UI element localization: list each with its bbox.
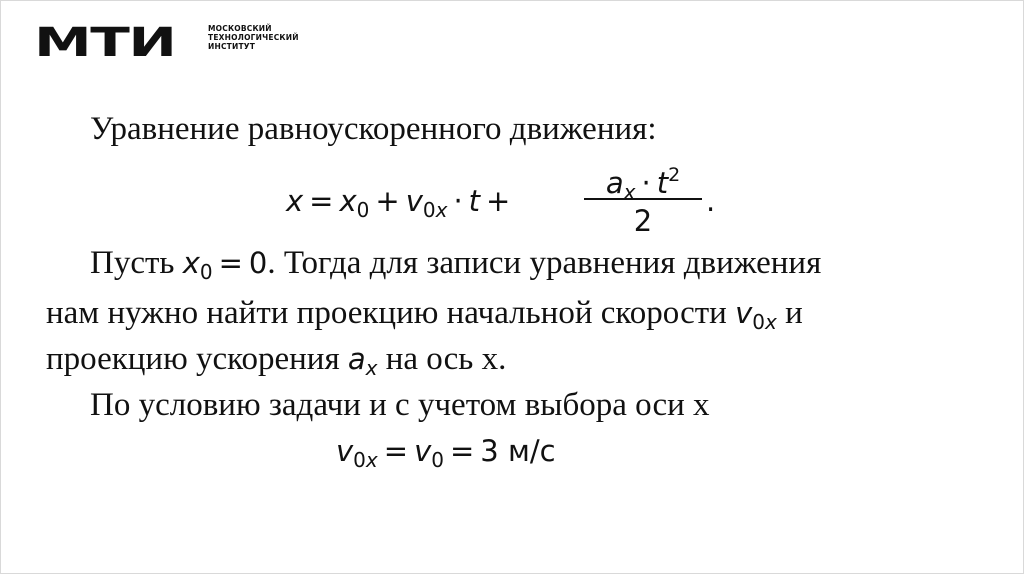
fraction	[584, 156, 702, 238]
line-accel: проекцию ускорения ax на ось x.	[46, 341, 507, 380]
logo-mark: МТИ	[34, 20, 176, 66]
logo-line-2: ТЕХНОЛОГИЧЕСКИЙ	[208, 33, 299, 42]
fraction-numerator: ax · $t^2$	[605, 164, 681, 204]
equation-velocity: $v_0x = v_0 = 3$ м/с	[336, 434, 556, 472]
equation-heading: Уравнение равноускоренного движения:	[90, 111, 657, 147]
var-x: x	[286, 184, 304, 218]
equation-period: .	[706, 184, 716, 218]
logo-line-3: ИНСТИТУТ	[208, 42, 256, 51]
line-condition: По условию задачи и с учетом выбора оси x	[90, 387, 710, 423]
logo-text	[208, 24, 348, 51]
equation-motion: $x = x_0 + v_0x \cdot t$ +	[286, 184, 511, 222]
logo-line-1: МОСКОВСКИЙ	[208, 24, 272, 33]
line-need: нам нужно найти проекцию начальной скорости $v_0x$ и	[46, 295, 803, 334]
fraction-denominator: 2	[633, 204, 653, 238]
line-let: Пусть $x_0 = 0$. Тогда для записи уравнения движения	[90, 245, 822, 284]
